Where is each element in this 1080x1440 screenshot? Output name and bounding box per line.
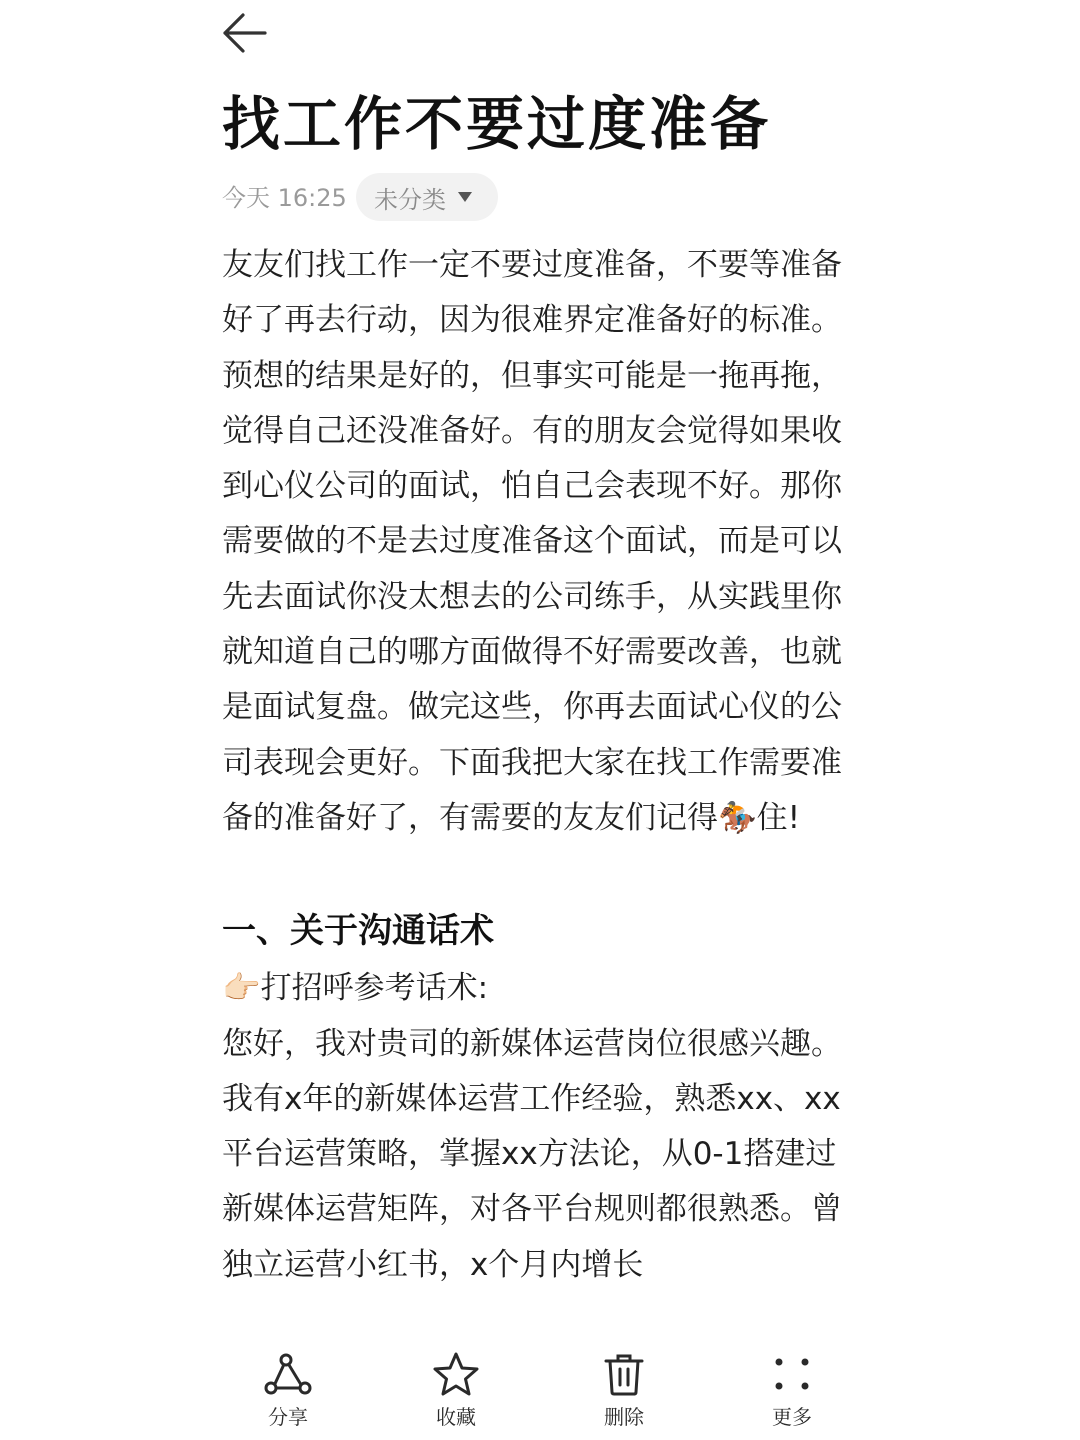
greeting-label: 👉🏻打招呼参考话术: [222, 970, 489, 1007]
note-title: 找工作不要过度准备 [222, 90, 772, 158]
arrow-left-icon [221, 13, 267, 53]
more-dots-icon [772, 1354, 812, 1394]
favorite-button[interactable] [396, 1350, 516, 1430]
share-button[interactable] [228, 1350, 348, 1430]
delete-button[interactable] [564, 1350, 684, 1430]
paragraph-spacer [222, 846, 852, 901]
favorite-label: 收藏 [436, 1405, 476, 1429]
more-label: 更多 [772, 1405, 812, 1429]
back-button[interactable] [218, 10, 270, 56]
delete-label: 删除 [604, 1405, 644, 1429]
greeting-text: 您好，我对贵司的新媒体运营岗位很感兴趣。我有x年的新媒体运营工作经验，熟悉xx、xx平台运营策略，掌握xx方法论，从0-1搭建过新媒体运营矩阵，对各平台规则都很熟悉。曾独立运营小红书，x个月内增长 [222, 1025, 842, 1283]
note-timestamp: 今天 16:25 [222, 184, 347, 212]
intro-paragraph: 友友们找工作一定不要过度准备，不要等准备好了再去行动，因为很难界定准备好的标准。预想的结果是好的，但事实可能是一拖再拖，觉得自己还没准备好。有的朋友会觉得如果收到心仪公司的面试，怕自己会表现不好。那你需要做的不是去过度准备这个面试，而是可以先去面试你没太想去的公司练手，从实践里你就知道自己的哪方面做得不好需要改善，也就是面试复盘。做完这些，你再去面试心仪的公司表现会更好。下面我把大家在找工作需要准备的准备好了，有需要的友友们记得🏇住! [222, 247, 842, 836]
bottom-toolbar [0, 1340, 1080, 1440]
category-dropdown[interactable] [356, 173, 498, 221]
category-label: 未分类 [374, 185, 446, 214]
trash-icon [602, 1351, 646, 1397]
share-icon [263, 1352, 313, 1396]
triangle-down-icon [458, 192, 472, 202]
share-label: 分享 [268, 1405, 308, 1429]
more-button[interactable] [732, 1350, 852, 1430]
star-icon [432, 1351, 480, 1397]
note-content[interactable] [222, 238, 852, 1330]
section-heading: 一、关于沟通话术 [222, 911, 494, 952]
